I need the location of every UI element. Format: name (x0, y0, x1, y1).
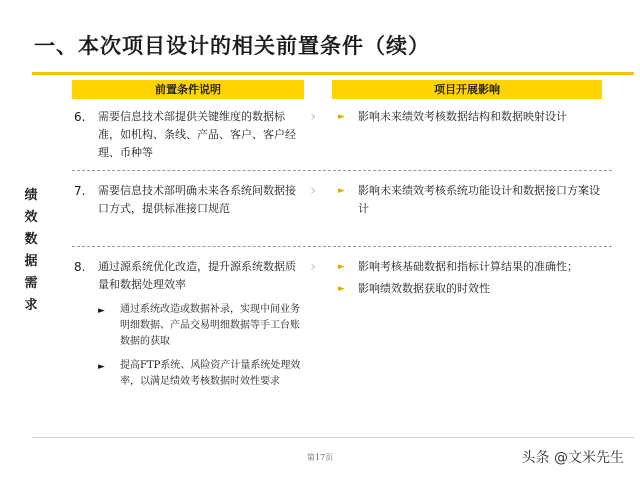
condition-item-7 (74, 182, 306, 218)
row-divider (72, 246, 612, 247)
condition-item-6 (74, 108, 306, 162)
triangle-bullet-icon: ► (338, 262, 345, 272)
side-label-char: 需 (24, 276, 38, 291)
page-title: 一、本次项目设计的相关前置条件（续） (34, 34, 430, 58)
triangle-bullet-icon: ► (338, 284, 345, 294)
sub-item (98, 302, 306, 350)
side-label (22, 185, 40, 317)
side-label-char: 数 (24, 232, 38, 247)
sub-item-text: 通过系统改造或数据补录，实现中间业务明细数据、产品交易明细数据等手工台账数据的获取 (120, 304, 300, 347)
chevron-right-icon: › (310, 257, 316, 275)
sub-item (98, 358, 306, 390)
chevron-right-icon: › (310, 181, 316, 199)
column-header-conditions: 前置条件说明 (72, 80, 304, 99)
impact-text: 影响绩效数据获取的时效性 (358, 282, 490, 295)
item-text: 需要信息技术部明确未来各系统间数据接口方式，提供标准接口规范 (98, 184, 296, 215)
chevron-right-icon: › (310, 107, 316, 125)
item-number: 8. (74, 260, 86, 274)
watermark: 头条 @文米先生 (521, 450, 624, 466)
item-number: 6. (74, 110, 86, 124)
triangle-bullet-icon: ► (338, 112, 345, 122)
impact-item-8 (338, 258, 610, 298)
sub-item-text: 提高FTP系统、风险资产计量系统处理效率，以满足绩效考核数据时效性要求 (120, 360, 301, 387)
item-text: 通过源系统优化改造，提升源系统数据质量和数据处理效率 (98, 260, 296, 291)
side-label-char: 求 (24, 298, 38, 313)
impact-text: 影响未来绩效考核系统功能设计和数据接口方案设计 (358, 184, 600, 215)
column-header-impact: 项目开展影响 (332, 80, 602, 99)
side-label-char: 绩 (24, 188, 38, 203)
title-underline (32, 72, 634, 75)
impact-item-7 (338, 182, 610, 218)
footer-divider (32, 437, 634, 438)
condition-item-8 (74, 258, 306, 390)
side-label-char: 效 (24, 210, 38, 225)
page-number: 第17页 (306, 453, 334, 462)
triangle-bullet-icon: ► (98, 306, 105, 316)
row-divider (72, 170, 612, 171)
impact-text: 影响未来绩效考核数据结构和数据映射设计 (358, 110, 567, 123)
side-label-char: 据 (24, 254, 38, 269)
item-text: 需要信息技术部提供关键维度的数据标准，如机构、条线、产品、客户、客户经理、币种等 (98, 110, 296, 159)
impact-text: 影响考核基础数据和指标计算结果的准确性； (358, 260, 578, 273)
triangle-bullet-icon: ► (98, 362, 105, 372)
triangle-bullet-icon: ► (338, 186, 345, 196)
item-number: 7. (74, 184, 86, 198)
impact-item-6 (338, 108, 610, 126)
